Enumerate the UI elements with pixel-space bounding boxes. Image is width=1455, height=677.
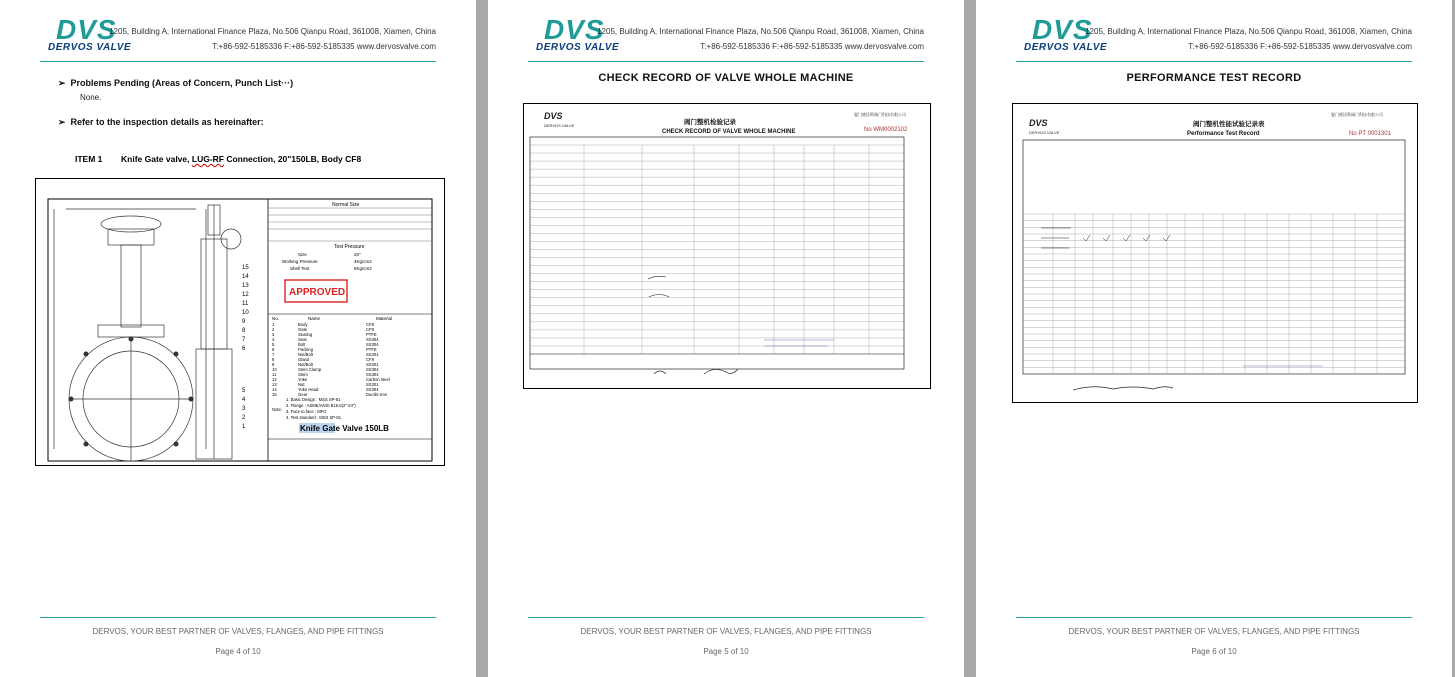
item-1-heading: ITEM 1 Knife Gate valve, LUG-RF Connection, 20"150LB, Body CF8 — [75, 154, 362, 164]
footer-divider — [40, 617, 436, 618]
svg-text:9: 9 — [242, 319, 246, 325]
svg-text:3: 3 — [242, 406, 246, 412]
svg-text:6: 6 — [242, 346, 246, 352]
performance-test-scan — [1012, 103, 1418, 403]
page-number: Page 4 of 10 — [215, 647, 261, 656]
bullet-problems-pending: ➢ Problems Pending (Areas of Concern, Punch List···) — [58, 78, 294, 88]
parts-cell: CF8 — [366, 322, 374, 327]
svg-text:Working Pressure: Working Pressure — [282, 259, 318, 264]
check-record-form — [524, 104, 930, 388]
footer-divider — [528, 617, 924, 618]
svg-text:13: 13 — [242, 283, 249, 289]
svg-text:15: 15 — [242, 265, 249, 271]
svg-text:7: 7 — [242, 337, 246, 343]
parts-cell: SS304 — [366, 387, 379, 392]
parts-cell: SS201 — [366, 352, 379, 357]
page-number: Page 6 of 10 — [1191, 647, 1237, 656]
dervos-logo: DVS DERVOS VALVE — [536, 14, 620, 53]
document-page-5 — [488, 0, 964, 677]
svg-text:厦门德沃斯阀门科技有限公司: 厦门德沃斯阀门科技有限公司 — [1331, 112, 1383, 117]
parts-cell: Yoke — [298, 377, 308, 382]
parts-cell: SS304 — [366, 337, 379, 342]
header-divider — [40, 61, 436, 62]
parts-cell: 5 — [272, 342, 275, 347]
document-page-4 — [0, 0, 476, 677]
svg-text:DERVOS VALVE: DERVOS VALVE — [544, 123, 575, 128]
page-header — [976, 0, 1452, 70]
parts-cell: SS304 — [366, 367, 379, 372]
parts-cell: Gear — [298, 392, 308, 397]
company-address: 1205, Building A, International Finance Plaza, No.506 Qianpu Road, 361008, Xiamen, China T:+86-592-5185336 F:+86-592-5185335 www.dervosvalve.com — [597, 27, 924, 51]
drawing-title-block: Knife Gate Valve 150LB — [300, 424, 389, 433]
parts-cell: Body — [298, 322, 308, 327]
svg-text:Note:: Note: — [272, 407, 283, 412]
document-page-6 — [976, 0, 1452, 677]
svg-text:2. Flange : ASME/ANSI B16.5(2: 2. Flange : ASME/ANSI B16.5(2"-24") — [286, 403, 356, 408]
parts-cell: Stem — [298, 372, 308, 377]
approved-stamp: APPROVED — [289, 287, 346, 298]
svg-text:20": 20" — [354, 252, 361, 257]
svg-text:Normal Size: Normal Size — [332, 202, 360, 208]
footer-slogan: DERVOS, YOUR BEST PARTNER OF VALVES, FLANGES, AND PIPE FITTINGS — [92, 627, 384, 636]
parts-cell: Gate — [298, 327, 308, 332]
parts-cell: 9 — [272, 362, 275, 367]
svg-text:Test Pressure: Test Pressure — [334, 244, 365, 250]
parts-cell: 15 — [272, 392, 277, 397]
parts-cell: SS201 — [366, 382, 379, 387]
svg-text:5: 5 — [242, 388, 246, 394]
parts-cell: PTFE — [366, 332, 377, 337]
svg-text:2: 2 — [242, 415, 246, 421]
svg-text:DVS: DVS — [544, 111, 563, 121]
svg-text:11: 11 — [242, 301, 249, 307]
parts-cell: Yoke Head — [298, 387, 319, 392]
svg-text:DVS: DVS — [1029, 118, 1048, 128]
parts-cell: SS201 — [366, 362, 379, 367]
page-header — [488, 0, 964, 70]
svg-text:4: 4 — [242, 397, 246, 403]
svg-text:4Kg/cm2: 4Kg/cm2 — [354, 259, 372, 264]
svg-text:6Kg/cm2: 6Kg/cm2 — [354, 266, 372, 271]
footer-divider — [1016, 617, 1412, 618]
svg-text:Size: Size — [298, 252, 307, 257]
svg-text:阀门整机检验记录: 阀门整机检验记录 — [684, 119, 736, 126]
svg-text:厦门德沃斯阀门科技有限公司: 厦门德沃斯阀门科技有限公司 — [854, 112, 906, 117]
parts-cell: Bolt — [298, 342, 306, 347]
page-title: PERFORMANCE TEST RECORD — [1126, 72, 1302, 84]
parts-cell: Nut/Bolt — [298, 352, 313, 357]
svg-text:阀门整机性能试验记录表: 阀门整机性能试验记录表 — [1193, 121, 1265, 128]
svg-text:12: 12 — [242, 292, 249, 298]
parts-cell: Ductile Iron — [366, 392, 388, 397]
parts-list — [272, 322, 390, 397]
svg-text:8: 8 — [242, 328, 246, 334]
svg-text:Shell Test: Shell Test — [290, 266, 310, 271]
parts-cell: 4 — [272, 337, 275, 342]
parts-cell: Seat — [298, 337, 307, 342]
footer-slogan: DERVOS, YOUR BEST PARTNER OF VALVES, FLANGES, AND PIPE FITTINGS — [1068, 627, 1360, 636]
parts-cell: SS304 — [366, 372, 379, 377]
company-address: 1205, Building A, International Finance Plaza, No.506 Qianpu Road, 361008, Xiamen, China T:+86-592-5185336 F:+86-592-5185335 www.dervosvalve.com — [1085, 27, 1412, 51]
parts-cell: Packing — [298, 347, 313, 352]
parts-cell: 14 — [272, 387, 277, 392]
parts-cell: 13 — [272, 382, 277, 387]
svg-text:Name: Name — [308, 316, 321, 321]
svg-text:3. Face to face : MFG: 3. Face to face : MFG — [286, 409, 327, 414]
header-divider — [1016, 61, 1412, 62]
svg-text:10: 10 — [242, 310, 249, 316]
parts-cell: 6 — [272, 347, 275, 352]
header-divider — [528, 61, 924, 62]
parts-cell: CF8 — [366, 327, 374, 332]
page-title: CHECK RECORD OF VALVE WHOLE MACHINE — [598, 72, 854, 84]
footer-slogan: DERVOS, YOUR BEST PARTNER OF VALVES, FLANGES, AND PIPE FITTINGS — [580, 627, 872, 636]
parts-cell: Nut/Bolt — [298, 362, 313, 367]
page-header — [0, 0, 476, 70]
bullet-refer-details: ➢ Refer to the inspection details as hereinafter: — [58, 117, 264, 127]
parts-cell: 10 — [272, 367, 277, 372]
parts-cell: 12 — [272, 377, 277, 382]
parts-cell: PTFE — [366, 347, 377, 352]
problems-none: None. — [80, 93, 102, 102]
parts-cell: 1 — [272, 322, 275, 327]
svg-text:14: 14 — [242, 274, 249, 280]
parts-cell: Carbon steel — [366, 377, 390, 382]
svg-text:Performance Test Record: Performance Test Record — [1187, 131, 1260, 137]
parts-cell: Stem Clamp — [298, 367, 322, 372]
svg-text:Material: Material — [376, 316, 393, 321]
parts-cell: CF8 — [366, 357, 374, 362]
svg-text:CHECK RECORD OF VALVE WHOLE MA: CHECK RECORD OF VALVE WHOLE MACHINE — [662, 129, 796, 135]
dervos-logo: DVS DERVOS VALVE — [48, 14, 132, 53]
performance-test-form — [1013, 104, 1417, 402]
part-callouts — [242, 265, 249, 430]
check-record-scan — [523, 103, 931, 389]
knife-gate-valve-drawing — [36, 179, 444, 465]
svg-text:1: 1 — [242, 424, 246, 430]
svg-text:No WM0002102: No WM0002102 — [864, 127, 908, 133]
company-address: 1205, Building A, International Finance Plaza, No.506 Qianpu Road, 361008, Xiamen, China T:+86-592-5185336 F:+86-592-5185335 www.dervosvalve.com — [109, 27, 436, 51]
parts-cell: Nut — [298, 382, 305, 387]
drawing-notes — [272, 397, 356, 420]
svg-text:1. Basic Design : MSS SP-81: 1. Basic Design : MSS SP-81 — [286, 397, 341, 402]
svg-text:DERVOS VALVE: DERVOS VALVE — [1029, 130, 1060, 135]
parts-cell: Gland — [298, 357, 310, 362]
parts-cell: 11 — [272, 372, 277, 377]
parts-cell: Seating — [298, 332, 313, 337]
parts-cell: SS304 — [366, 342, 379, 347]
page-number: Page 5 of 10 — [703, 647, 749, 656]
svg-text:4. Test standard : MSS SP-81: 4. Test standard : MSS SP-81 — [286, 415, 342, 420]
parts-cell: 8 — [272, 357, 275, 362]
parts-cell: 7 — [272, 352, 275, 357]
svg-text:No.: No. — [272, 316, 280, 321]
valve-drawing-frame — [35, 178, 445, 466]
parts-cell: 2 — [272, 327, 275, 332]
dervos-logo: DVS DERVOS VALVE — [1024, 14, 1108, 53]
parts-cell: 3 — [272, 332, 275, 337]
svg-text:No PT 0001301: No PT 0001301 — [1349, 131, 1391, 137]
